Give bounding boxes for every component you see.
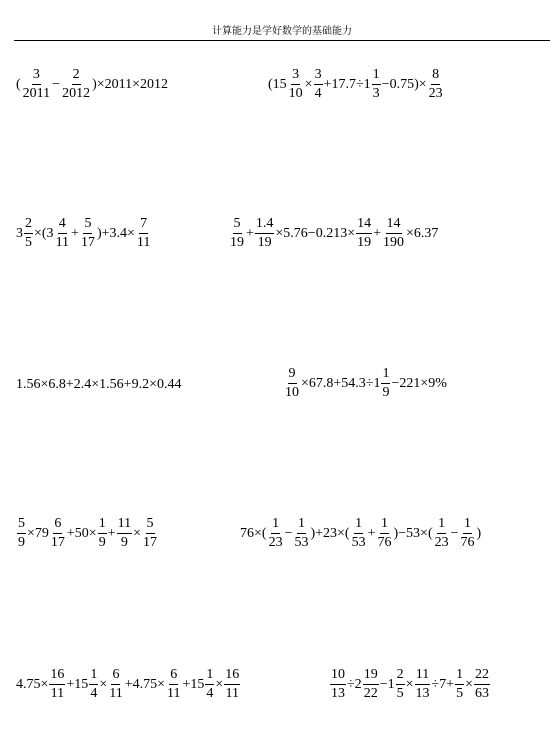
fraction-numerator: 11 (415, 668, 430, 685)
fraction (415, 668, 431, 701)
fraction (17, 517, 26, 550)
fraction-denominator: 9 (120, 535, 128, 550)
fraction-denominator: 19 (230, 235, 244, 250)
fraction-denominator: 13 (331, 686, 345, 701)
expression-text: ×(3 (34, 225, 54, 241)
problem-6 (283, 367, 447, 400)
fraction-numerator: 8 (431, 68, 440, 85)
expression-text: − (52, 76, 61, 92)
fraction-numerator: 1 (463, 517, 472, 534)
fraction-numerator: 9 (288, 367, 297, 384)
expression-text: × (405, 676, 414, 692)
fraction-numerator: 4 (58, 217, 67, 234)
problem-4 (228, 217, 438, 250)
fraction-numerator: 1 (381, 367, 390, 384)
expression-text: ×67.8+54.3÷1 (301, 375, 381, 391)
fraction-numerator: 3 (32, 68, 41, 85)
fraction-numerator: 14 (386, 217, 402, 234)
fraction (22, 68, 51, 101)
fraction (224, 668, 240, 701)
fraction-denominator: 19 (257, 235, 272, 250)
fraction-denominator: 5 (456, 686, 464, 701)
problem-2 (268, 68, 445, 101)
fraction-denominator: 3 (372, 86, 380, 101)
fraction-denominator: 17 (80, 235, 95, 250)
header-title: 计算能力是学好数学的基础能力 (212, 26, 352, 37)
fraction-denominator: 17 (143, 535, 157, 550)
expression-text: + (71, 225, 79, 241)
expression-text: +17.7÷1 (323, 76, 371, 92)
fraction-denominator: 9 (98, 535, 106, 550)
expression-text: ( (16, 76, 21, 92)
fraction (293, 517, 309, 550)
fraction (330, 668, 346, 701)
expression-text: ×5.76−0.213× (275, 225, 356, 241)
fraction-numerator: 2 (396, 668, 405, 685)
fraction-numerator: 16 (49, 668, 65, 685)
fraction (474, 668, 490, 701)
expression-text: )×2011×2012 (92, 76, 168, 92)
fraction-denominator: 2012 (62, 86, 91, 101)
fraction-denominator: 11 (167, 686, 181, 701)
fraction-numerator: 6 (169, 668, 178, 685)
fraction (434, 517, 450, 550)
expression-text: ÷7+ (431, 676, 455, 692)
expression-text: − (450, 525, 459, 541)
fraction (61, 68, 91, 101)
problem-8 (240, 517, 481, 550)
fraction-denominator: 5 (25, 235, 32, 250)
fraction (381, 367, 390, 400)
fraction (55, 217, 70, 250)
fraction-denominator: 63 (475, 686, 489, 701)
fraction-denominator: 9 (18, 535, 25, 550)
expression-text: × (133, 525, 141, 541)
fraction (229, 217, 245, 250)
fraction-numerator: 1 (89, 668, 98, 685)
fraction (455, 668, 464, 701)
fraction-denominator: 2011 (22, 86, 51, 101)
fraction-numerator: 1.4 (255, 217, 275, 234)
expression-text: +50× (66, 525, 97, 541)
problem-3 (16, 217, 152, 250)
fraction-numerator: 1 (98, 517, 107, 534)
fraction (136, 217, 151, 250)
fraction-numerator: 5 (233, 217, 242, 234)
fraction-denominator: 22 (363, 686, 378, 701)
fraction (460, 517, 476, 550)
fraction (284, 367, 300, 400)
expression-text: + (367, 525, 376, 541)
fraction (108, 668, 123, 701)
expression-text: )+23×( (310, 525, 350, 541)
fraction (372, 68, 381, 101)
fraction (255, 217, 275, 250)
fraction-numerator: 1 (372, 68, 381, 85)
expression-text: × (465, 676, 473, 692)
expression-text: + (107, 525, 116, 541)
fraction-numerator: 1 (271, 517, 280, 534)
fraction (377, 517, 393, 550)
fraction (356, 217, 372, 250)
fraction (24, 217, 33, 250)
expression-text: −1 (379, 676, 395, 692)
fraction-numerator: 5 (146, 517, 155, 534)
expression-text: +15 (182, 676, 205, 692)
fraction-denominator: 11 (109, 686, 123, 701)
fraction (396, 668, 405, 701)
fraction (80, 217, 96, 250)
fraction-numerator: 2 (72, 68, 81, 85)
fraction (314, 68, 323, 101)
fraction (205, 668, 214, 701)
fraction (363, 668, 379, 701)
expression-text: +4.75× (124, 676, 165, 692)
fraction-denominator: 11 (136, 235, 151, 250)
fraction-numerator: 22 (474, 668, 490, 685)
fraction (351, 517, 367, 550)
fraction-numerator: 3 (291, 68, 300, 85)
fraction-denominator: 76 (377, 535, 392, 550)
expression-text: −0.75)× (381, 76, 427, 92)
fraction-numerator: 1 (437, 517, 446, 534)
fraction-numerator: 16 (224, 668, 240, 685)
expression-text: )−53×( (393, 525, 433, 541)
fraction-denominator: 9 (382, 385, 390, 400)
fraction-numerator: 2 (24, 217, 33, 234)
fraction-denominator: 4 (314, 86, 322, 101)
expression-text: + (246, 225, 254, 241)
fraction-denominator: 4 (90, 686, 98, 701)
fraction (382, 217, 405, 250)
fraction-denominator: 76 (460, 535, 475, 550)
expression-text: (15 (268, 76, 287, 92)
expression-text: 1.56×6.8+2.4×1.56+9.2×0.44 (16, 377, 182, 392)
fraction-numerator: 14 (356, 217, 372, 234)
problem-1 (16, 68, 168, 101)
problem-10 (329, 668, 491, 701)
fraction-denominator: 5 (396, 686, 404, 701)
fraction-denominator: 53 (351, 535, 366, 550)
problem-9 (16, 668, 241, 701)
expression-text: × (99, 676, 108, 692)
fraction-numerator: 6 (53, 517, 62, 534)
expression-text: ÷2 (347, 676, 362, 692)
expression-text: )+3.4× (96, 225, 135, 241)
fraction (50, 517, 66, 550)
fraction-denominator: 17 (50, 535, 65, 550)
expression-text: 76×( (240, 525, 267, 541)
fraction-denominator: 13 (415, 686, 430, 701)
fraction-denominator: 23 (268, 535, 283, 550)
fraction-numerator: 11 (117, 517, 132, 534)
expression-text: × (215, 676, 224, 692)
fraction-numerator: 1 (455, 668, 464, 685)
fraction-numerator: 1 (354, 517, 363, 534)
expression-text: +15 (66, 676, 89, 692)
expression-text: −221×9% (391, 375, 447, 391)
fraction (98, 517, 107, 550)
expression-text: ×6.37 (406, 225, 439, 241)
fraction (49, 668, 65, 701)
fraction (117, 517, 132, 550)
fraction-denominator: 23 (428, 86, 443, 101)
fraction-denominator: 53 (294, 535, 309, 550)
page-header (14, 22, 550, 41)
expression-text: ×79 (27, 525, 49, 541)
fraction-numerator: 19 (363, 668, 379, 685)
fraction-denominator: 11 (55, 235, 70, 250)
fraction (89, 668, 98, 701)
fraction (166, 668, 181, 701)
fraction-numerator: 1 (205, 668, 214, 685)
fraction-numerator: 1 (380, 517, 389, 534)
fraction-numerator: 1 (297, 517, 306, 534)
problem-7 (16, 517, 159, 550)
fraction-denominator: 4 (206, 686, 214, 701)
fraction-numerator: 5 (17, 517, 26, 534)
fraction-numerator: 6 (111, 668, 120, 685)
expression-text: − (284, 525, 293, 541)
fraction (268, 517, 284, 550)
fraction-denominator: 10 (285, 385, 299, 400)
fraction-denominator: 11 (225, 686, 240, 701)
fraction-denominator: 11 (50, 686, 65, 701)
expression-text: 4.75× (16, 676, 49, 692)
fraction-numerator: 7 (139, 217, 148, 234)
fraction-numerator: 5 (83, 217, 92, 234)
fraction-denominator: 10 (288, 86, 303, 101)
expression-text: × (304, 76, 313, 92)
fraction-numerator: 10 (330, 668, 346, 685)
fraction-numerator: 3 (314, 68, 323, 85)
fraction-denominator: 190 (383, 235, 404, 250)
expression-text: 3 (16, 225, 23, 241)
fraction-denominator: 23 (434, 535, 449, 550)
expression-text: ) (476, 525, 482, 541)
fraction (142, 517, 158, 550)
problem-5 (16, 378, 181, 392)
fraction-denominator: 19 (357, 235, 372, 250)
fraction (288, 68, 304, 101)
expression-text: + (373, 225, 381, 241)
fraction (428, 68, 444, 101)
